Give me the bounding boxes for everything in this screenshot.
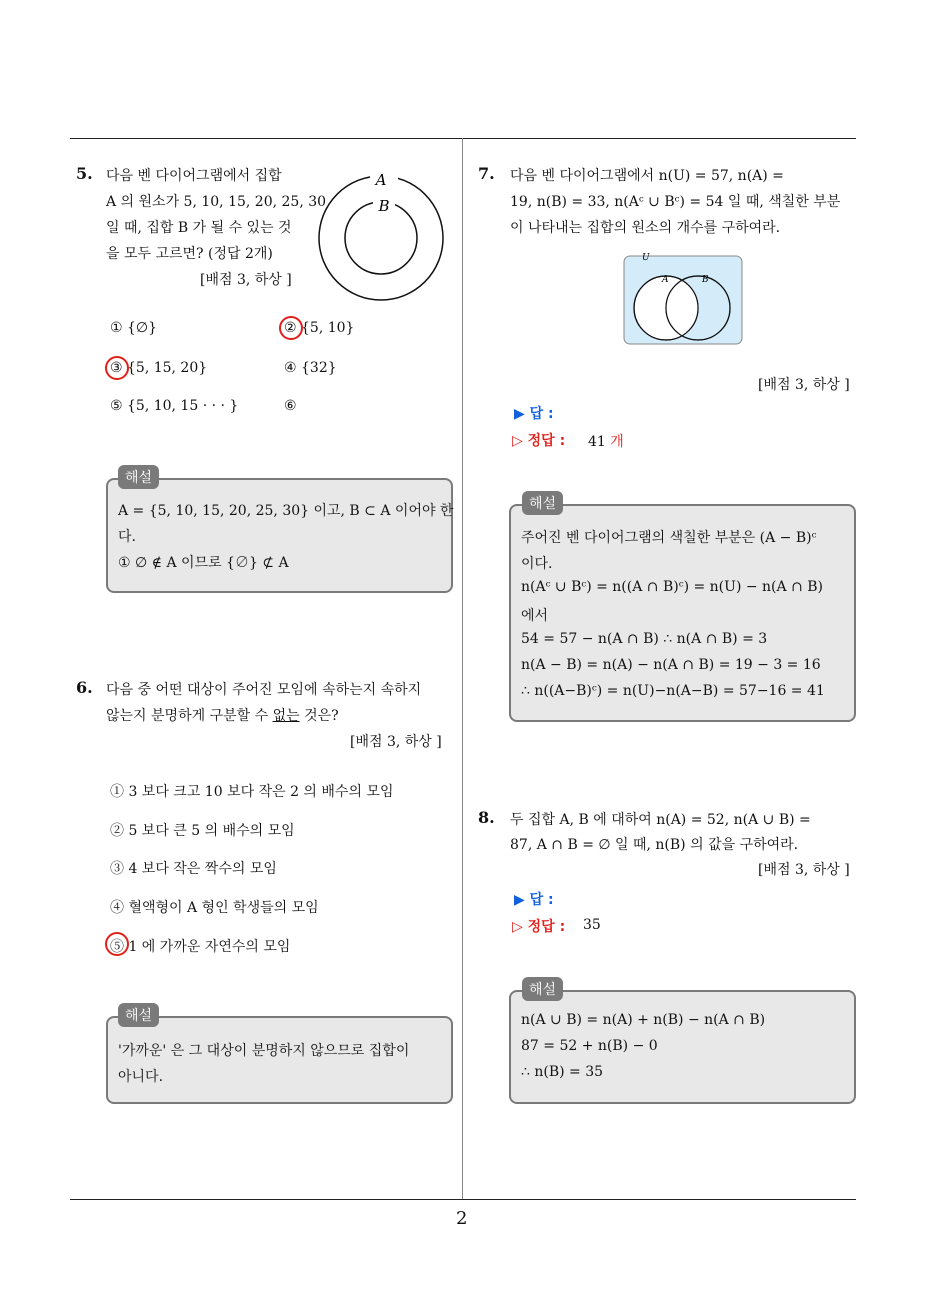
q6-score: [배점 3, 하상 ] bbox=[350, 734, 442, 750]
q7-answer-label: ▶ 답 : bbox=[514, 406, 554, 422]
q5-option-3[interactable]: ③ {5, 15, 20} bbox=[110, 360, 208, 376]
bottom-rule bbox=[70, 1199, 856, 1200]
q7-number: 7. bbox=[478, 164, 495, 183]
q7-correct-unit: 개 bbox=[605, 434, 624, 450]
q6-solution-box bbox=[106, 1016, 453, 1104]
q8-text-line-1: 두 집합 A, B 에 대하여 n(A) = 52, n(A ∪ B) = bbox=[510, 812, 811, 828]
q8-score: [배점 3, 하상 ] bbox=[758, 862, 850, 878]
q5-option-5[interactable]: ⑤ {5, 10, 15 · · · } bbox=[110, 398, 239, 414]
q5-score: [배점 3, 하상 ] bbox=[200, 272, 292, 288]
q7-solution-line-7: ∴ n((A−B)ᶜ) = n(U)−n(A−B) = 57−16 = 41 bbox=[521, 683, 825, 699]
q6-text-line-2a: 않는지 분명하게 구분할 수 bbox=[106, 708, 273, 724]
q5-text-line-4: 을 모두 고르면? (정답 2개) bbox=[106, 246, 273, 262]
q5-option-2[interactable]: ② {5, 10} bbox=[284, 320, 355, 336]
q5-solution-line-2: 다. bbox=[118, 529, 136, 545]
q6-solution-line-2: 아니다. bbox=[118, 1069, 164, 1085]
q6-option-3[interactable]: ③ 4 보다 작은 짝수의 모임 bbox=[110, 861, 277, 877]
venn-label-a: A bbox=[662, 275, 669, 285]
q7-solution-tab: 해설 bbox=[522, 491, 563, 515]
q5-number: 5. bbox=[76, 164, 93, 183]
q5-solution-tab: 해설 bbox=[118, 465, 159, 489]
q6-option-5[interactable]: ⑤ 1 에 가까운 자연수의 모임 bbox=[110, 939, 291, 955]
q5-text-line-3: 일 때, 집합 B 가 될 수 있는 것 bbox=[106, 220, 292, 236]
q5-solution-line-1: A = {5, 10, 15, 20, 25, 30} 이고, B ⊂ A 이어야 한 bbox=[118, 503, 454, 519]
q7-correct-label: ▷ 정답 : bbox=[512, 433, 566, 449]
q7-text-line-1: 다음 벤 다이어그램에서 n(U) = 57, n(A) = bbox=[510, 168, 784, 184]
q5-text-line-1: 다음 벤 다이어그램에서 집합 bbox=[106, 168, 282, 184]
q6-text-line-2 bbox=[106, 705, 339, 725]
q8-answer-label: ▶ 답 : bbox=[514, 892, 554, 908]
q7-score: [배점 3, 하상 ] bbox=[758, 377, 850, 393]
venn-label-b: B bbox=[702, 275, 709, 285]
q5-option-4[interactable]: ④ {32} bbox=[284, 360, 337, 376]
q6-option-2[interactable]: ② 5 보다 큰 5 의 배수의 모임 bbox=[110, 823, 295, 839]
q6-text-emphasis: 없는 bbox=[272, 708, 300, 724]
q5-option-3-mark bbox=[105, 356, 129, 380]
q5-venn-diagram bbox=[318, 168, 444, 308]
q5-solution-line-3: ① ∅ ∉ A 이므로 {∅} ⊄ A bbox=[118, 555, 289, 571]
q8-number: 8. bbox=[478, 808, 495, 827]
q8-text-line-2: 87, A ∩ B = ∅ 일 때, n(B) 의 값을 구하여라. bbox=[510, 837, 799, 853]
q7-solution-line-5: 54 = 57 − n(A ∩ B) ∴ n(A ∩ B) = 3 bbox=[521, 631, 768, 647]
q7-venn-diagram bbox=[622, 252, 746, 348]
venn-label-a: A bbox=[375, 171, 387, 189]
q5-option-6[interactable]: ⑥ bbox=[284, 398, 297, 414]
q7-text-line-3: 이 나타내는 집합의 원소의 개수를 구하여라. bbox=[510, 220, 781, 236]
q6-number: 6. bbox=[76, 678, 93, 697]
q8-solution-line-3: ∴ n(B) = 35 bbox=[521, 1064, 604, 1080]
q7-correct-number: 41 bbox=[588, 434, 606, 450]
q7-solution-line-3: n(Aᶜ ∪ Bᶜ) = n((A ∩ B)ᶜ) = n(U) − n(A ∩ B) bbox=[521, 579, 824, 595]
q5-option-2-mark bbox=[279, 316, 303, 340]
q7-correct-value bbox=[588, 431, 624, 451]
q8-solution-line-2: 87 = 52 + n(B) − 0 bbox=[521, 1038, 658, 1054]
q6-option-4[interactable]: ④ 혈액형이 A 형인 학생들의 모임 bbox=[110, 900, 319, 916]
q6-option-1[interactable]: ① 3 보다 크고 10 보다 작은 2 의 배수의 모임 bbox=[110, 784, 394, 800]
q5-solution-box bbox=[106, 478, 453, 593]
q7-text-line-2: 19, n(B) = 33, n(Aᶜ ∪ Bᶜ) = 54 일 때, 색칠한 부분 bbox=[510, 194, 841, 210]
q8-correct-label: ▷ 정답 : bbox=[512, 919, 566, 935]
q7-solution-line-2: 이다. bbox=[521, 556, 553, 572]
q7-solution-line-1: 주어진 벤 다이어그램의 색칠한 부분은 (A − B)ᶜ bbox=[521, 530, 817, 546]
q8-correct-value: 35 bbox=[583, 917, 601, 933]
q6-solution-tab: 해설 bbox=[118, 1003, 159, 1027]
page-number: 2 bbox=[456, 1208, 468, 1229]
venn-label-b: B bbox=[378, 197, 390, 215]
q5-option-1[interactable]: ① {∅} bbox=[110, 320, 158, 336]
column-divider bbox=[462, 138, 463, 1200]
q7-solution-line-6: n(A − B) = n(A) − n(A ∩ B) = 19 − 3 = 16 bbox=[521, 657, 821, 673]
q6-text-line-2b: 것은? bbox=[299, 708, 339, 724]
top-rule bbox=[70, 138, 856, 139]
q6-text-line-1: 다음 중 어떤 대상이 주어진 모임에 속하는지 속하지 bbox=[106, 682, 422, 698]
venn-label-u: U bbox=[642, 253, 650, 263]
q8-solution-tab: 해설 bbox=[522, 977, 563, 1001]
q8-solution-line-1: n(A ∪ B) = n(A) + n(B) − n(A ∩ B) bbox=[521, 1012, 766, 1028]
q5-text-line-2: A 의 원소가 5, 10, 15, 20, 25, 30 bbox=[106, 194, 327, 210]
q6-solution-line-1: '가까운' 은 그 대상이 분명하지 않으므로 집합이 bbox=[118, 1043, 410, 1059]
q7-solution-line-4: 에서 bbox=[521, 608, 549, 624]
q6-option-5-mark bbox=[105, 932, 129, 956]
